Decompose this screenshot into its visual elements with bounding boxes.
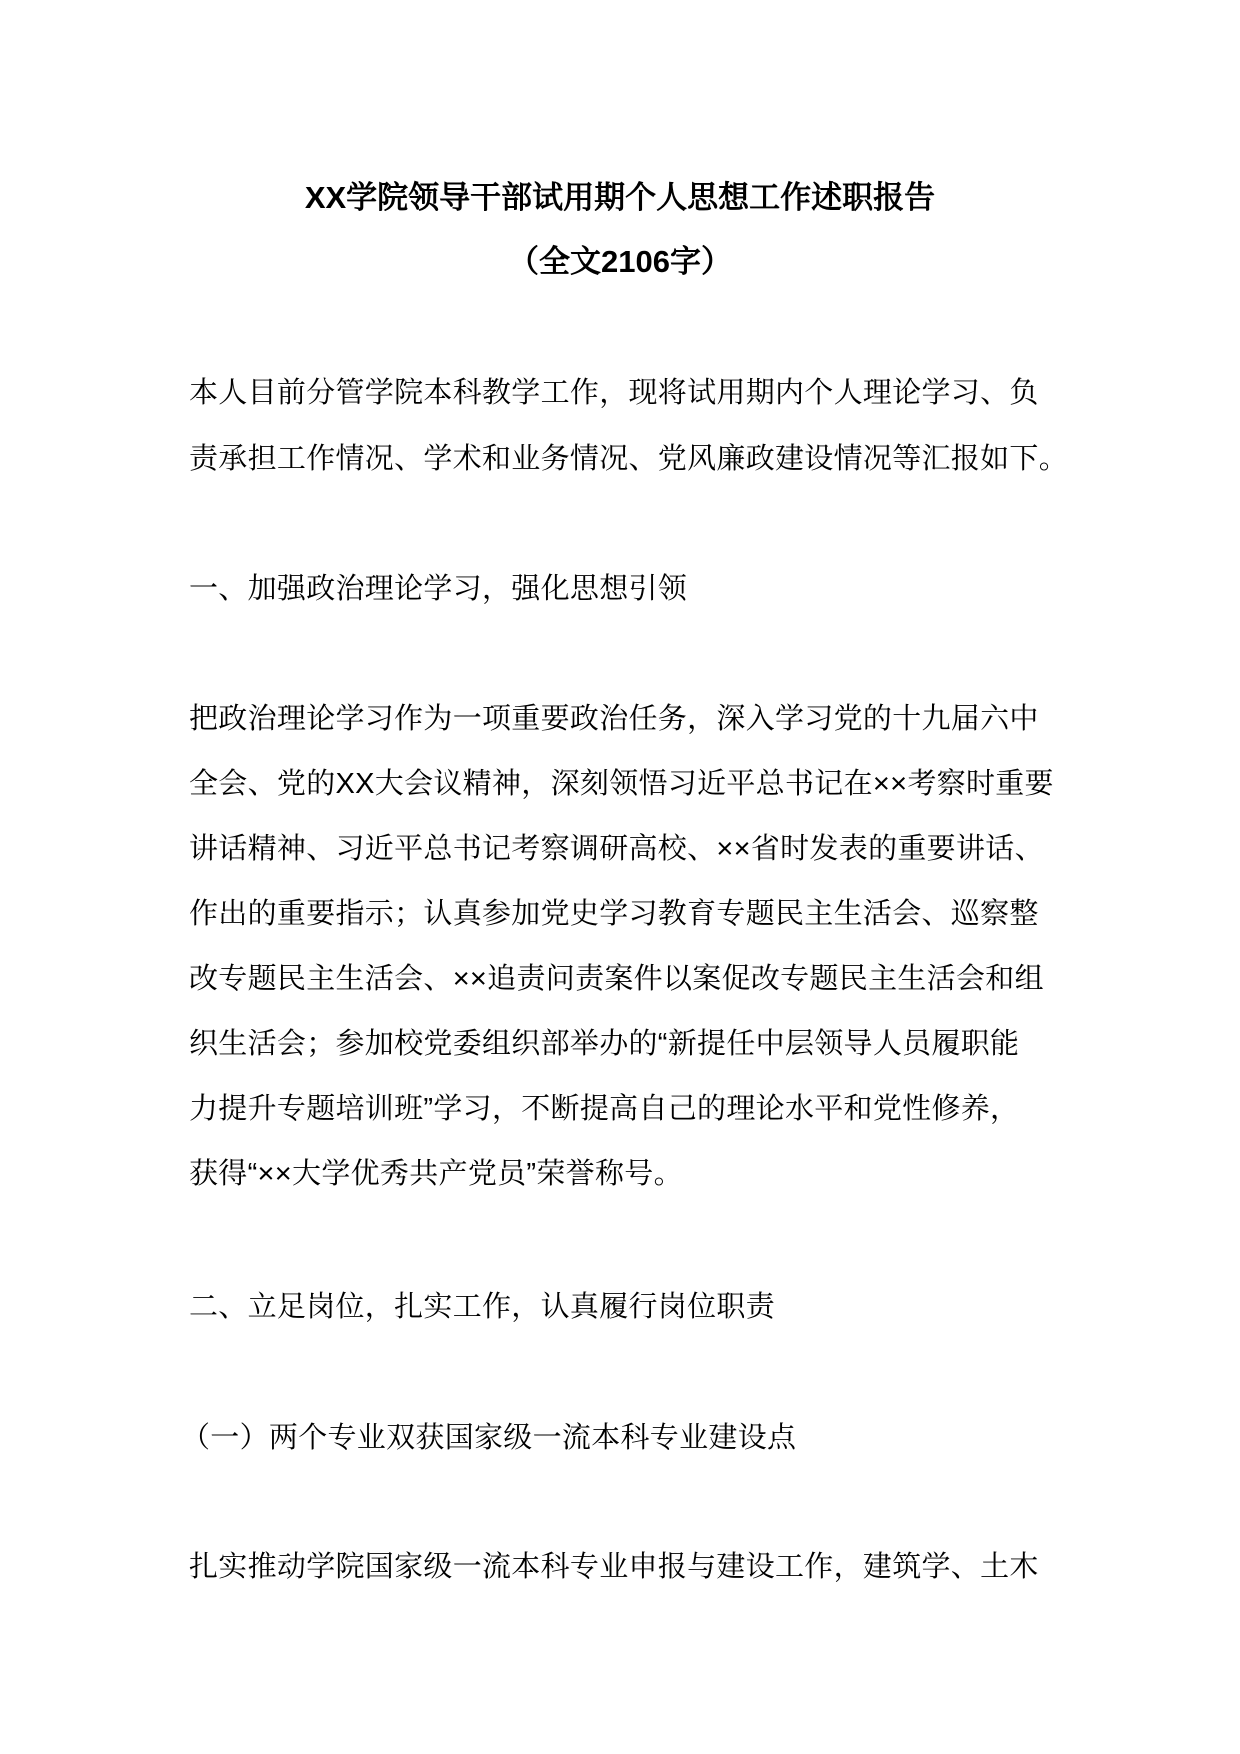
paragraph-line: 力提升专题培训班”学习，不断提高自己的理论水平和党性修养， [189,1093,1020,1125]
paragraph-line: 讲话精神、习近平总书记考察调研高校、××省时发表的重要讲话、 [189,833,1044,865]
paragraph-line: 把政治理论学习作为一项重要政治任务，深入学习党的十九届六中 [189,703,1039,735]
paragraph-line: 扎实推动学院国家级一流本科专业申报与建设工作，建筑学、土木 [189,1551,1039,1583]
paragraph-line: 全会、党的XX大会议精神，深刻领悟习近平总书记在××考察时重要 [189,768,1054,800]
subsection-heading: （一）两个专业双获国家级一流本科专业建设点 [181,1422,797,1454]
section-heading: 二、立足岗位，扎实工作，认真履行岗位职责 [189,1291,776,1323]
intro-line: 本人目前分管学院本科教学工作，现将试用期内个人理论学习、负 [189,377,1039,409]
document-subtitle: （全文2106字） [508,244,732,279]
paragraph-line: 织生活会；参加校党委组织部举办的“新提任中层领导人员履职能 [189,1028,1020,1060]
paragraph-line: 改专题民主生活会、××追责问责案件以案促改专题民主生活会和组 [189,963,1044,995]
paragraph-line: 获得“××大学优秀共产党员”荣誉称号。 [189,1158,683,1190]
document-title: XX学院领导干部试用期个人思想工作述职报告 [304,180,936,215]
paragraph-line: 作出的重要指示；认真参加党史学习教育专题民主生活会、巡察整 [189,898,1039,930]
intro-line: 责承担工作情况、学术和业务情况、党风廉政建设情况等汇报如下。 [189,443,1069,475]
section-heading: 一、加强政治理论学习，强化思想引领 [189,573,688,605]
